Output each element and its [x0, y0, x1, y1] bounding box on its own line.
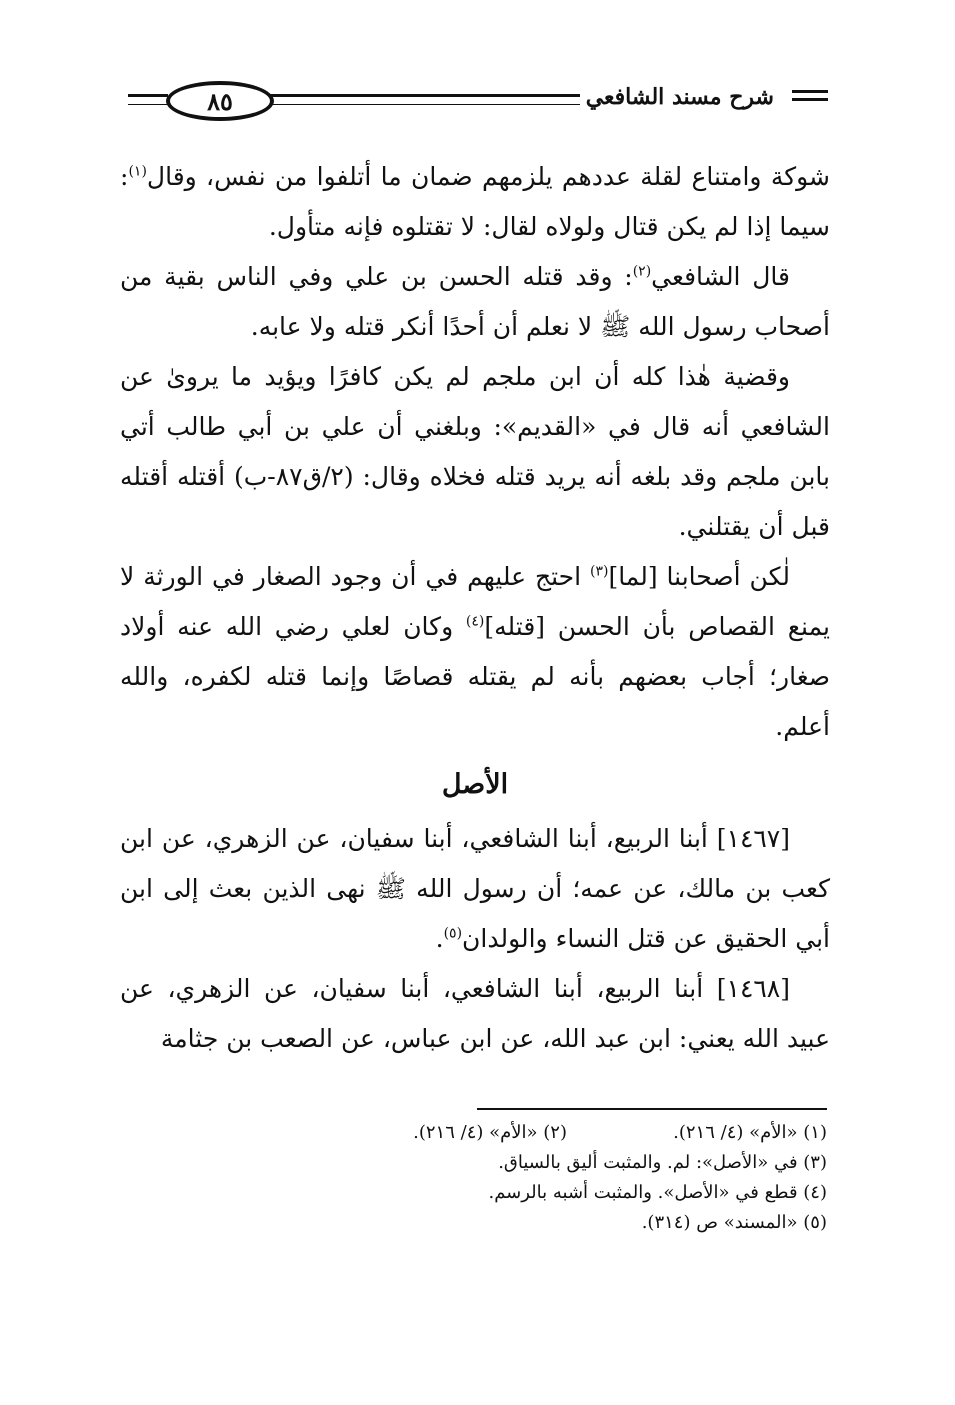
header-rule-main — [268, 94, 620, 97]
footnote-5: (٥) «المسند» ص (٣١٤). — [641, 1212, 827, 1233]
footnote-row — [180, 1118, 827, 1148]
page-number: ٨٥ — [166, 81, 274, 121]
running-title: شرح مسند الشافعي — [580, 84, 780, 110]
header-rule-left — [128, 94, 168, 97]
header-marks — [792, 90, 828, 106]
footnote-1: (١) «الأم» (٤/ ٢١٦). — [673, 1122, 827, 1143]
page-header — [128, 78, 828, 126]
footnote-4: (٤) قطع في «الأصل». والمثبت أشبه بالرسم. — [488, 1182, 827, 1203]
main-text — [120, 152, 830, 1064]
paragraph-1: شوكة وامتناع لقلة عددهم يلزمهم ضمان ما أتلفوا من نفس، وقال$^{(١)}$: سيما إذا لم يكن قتال ولولاه لقال: لا تقتلوه فإنه متأول. — [120, 162, 830, 241]
section-title: الأصل — [441, 769, 509, 800]
header-rule-main-thin — [268, 104, 620, 105]
footnotes — [180, 1118, 827, 1238]
footnote-2: (٢) «الأم» (٤/ ٢١٦). — [413, 1122, 567, 1143]
footnote-3: (٣) في «الأصل»: لم. والمثبت أليق بالسياق. — [498, 1152, 827, 1173]
paragraph-3: وقضية هٰذا كله أن ابن ملجم لم يكن كافرًا ويؤيد ما يروىٰ عن الشافعي أنه قال في «القديم»: وبلغني أن علي بن أبي طالب أتي بابن ملجم وقد بلغه أنه يريد قتله فخلاه وقال: (٢/ق٨٧-ب) أقتله أقتله قبل أن يقتلني. — [120, 362, 830, 541]
footnote-rule — [477, 1108, 827, 1110]
paragraph-2: قال الشافعي$^{(٢)}$: وقد قتله الحسن بن علي وفي الناس بقية من أصحاب رسول الله ﷺ لا نعلم أن أحدًا أنكر قتله ولا عابه. — [120, 262, 830, 341]
hadith-1468: [١٤٦٨] أبنا الربيع، أبنا الشافعي، أبنا سفيان، عن الزهري، عن عبيد الله يعني: ابن عبد الله، عن ابن عباس، عن الصعب بن جثامة — [120, 974, 830, 1053]
hadith-1467: [١٤٦٧] أبنا الربيع، أبنا الشافعي، أبنا سفيان، عن الزهري، عن ابن كعب بن مالك، عن عمه؛ أن رسول الله ﷺ نهى الذين بعث إلى ابن أبي الحقيق عن قتل النساء والولدان$^{(٥)}$. — [120, 824, 830, 953]
paragraph-4: لٰكن أصحابنا [لما]$^{(٣)}$ احتج عليهم في أن وجود الصغار في الورثة لا يمنع القصاص بأن الحسن [قتله]$^{(٤)}$ وكان لعلي رضي الله عنه أولاد صغار؛ أجاب بعضهم بأنه لم يقتله قصاصًا وإنما قتله لكفره، والله أعلم. — [120, 562, 830, 741]
header-rule-left-thin — [128, 104, 168, 105]
